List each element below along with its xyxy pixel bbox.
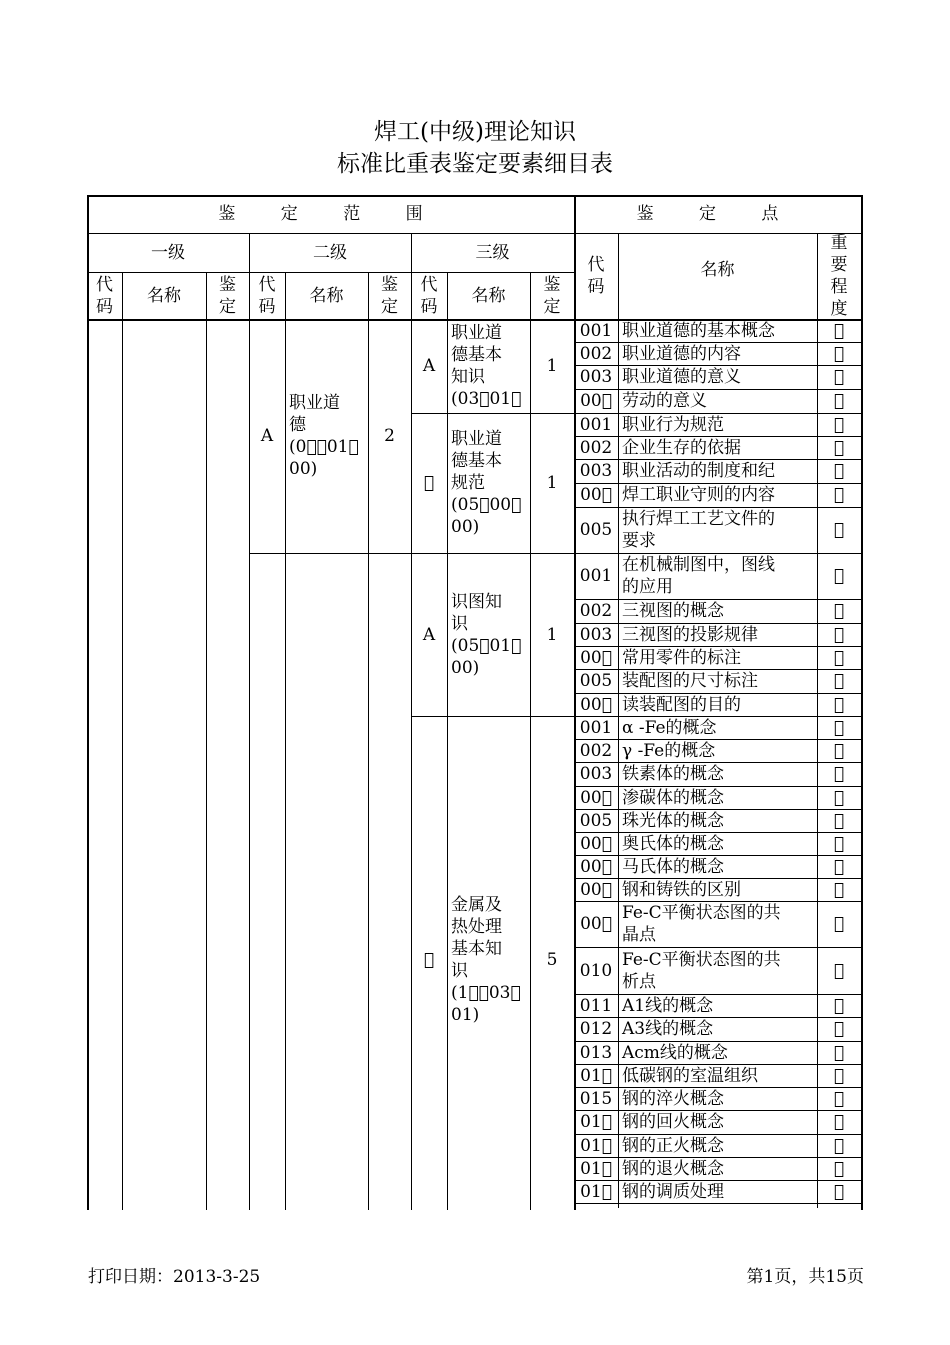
point-code: 005 xyxy=(579,520,613,540)
importance-mark:   xyxy=(833,671,845,691)
point-header: 鉴 定 点 xyxy=(636,204,799,224)
point-name: 读装配图的目的 xyxy=(622,694,741,715)
level3-row-line xyxy=(411,716,574,717)
level3-weight: 1 xyxy=(546,356,558,376)
importance-mark:   xyxy=(833,694,845,715)
importance-mark:   xyxy=(833,1019,845,1039)
point-code: 00  xyxy=(580,391,612,411)
point-name: 马氏体的概念 xyxy=(622,856,724,877)
point-code: 001 xyxy=(579,320,613,341)
importance-mark:   xyxy=(833,520,845,540)
point-code: 002 xyxy=(579,601,613,621)
importance-mark:   xyxy=(833,833,845,854)
importance-mark:   xyxy=(833,566,845,586)
point-name-header: 名称 xyxy=(700,260,735,280)
level3-code:   xyxy=(423,473,435,493)
importance-mark:   xyxy=(833,461,845,481)
importance-mark:   xyxy=(833,647,845,668)
point-name: 常用零件的标注 xyxy=(622,647,741,668)
point-name: 奥氏体的概念 xyxy=(622,833,724,854)
importance-header: 重 要 程 度 xyxy=(830,233,848,319)
point-name: α -Fe的概念 xyxy=(622,717,717,738)
point-name: 钢的回火概念 xyxy=(622,1112,724,1132)
point-name: 渗碳体的概念 xyxy=(622,787,724,808)
level3-weight: 1 xyxy=(546,624,558,645)
importance-mark:   xyxy=(833,764,845,784)
level3-row-line xyxy=(411,413,574,414)
point-code: 01  xyxy=(580,1065,612,1086)
point-name: 企业生存的依据 xyxy=(622,437,741,458)
importance-mark:   xyxy=(833,624,845,645)
header-vline xyxy=(249,233,250,272)
point-name: 钢的调质处理 xyxy=(622,1181,724,1202)
level3-weight: 5 xyxy=(546,949,558,970)
level3-name: 职业道 德基本 知识 (03 01  xyxy=(451,323,522,409)
level2-row-line xyxy=(249,553,411,554)
point-name: 执行焊工工艺文件的 要求 xyxy=(622,509,775,551)
point-code: 00  xyxy=(580,856,612,877)
level1-header: 一级 xyxy=(151,242,185,263)
importance-mark:   xyxy=(833,810,845,831)
importance-mark:   xyxy=(833,787,845,808)
point-code: 001 xyxy=(579,414,613,435)
point-code: 01  xyxy=(580,1158,612,1179)
point-name: 铁素体的概念 xyxy=(622,764,724,784)
column-vline xyxy=(122,272,123,1210)
importance-mark:   xyxy=(833,1135,845,1156)
point-name: 职业道德的意义 xyxy=(622,367,741,387)
importance-mark:   xyxy=(833,960,845,981)
code-subheader: 代 码 xyxy=(420,274,438,317)
point-name: 装配图的尺寸标注 xyxy=(622,671,758,691)
importance-mark:   xyxy=(833,717,845,738)
importance-mark:   xyxy=(833,740,845,761)
importance-mark:   xyxy=(833,879,845,900)
importance-mark:   xyxy=(833,1065,845,1086)
point-name: 三视图的概念 xyxy=(622,601,724,621)
table-left-border xyxy=(87,195,89,1210)
point-name: 钢和铸铁的区别 xyxy=(622,879,741,900)
scope-header: 鉴 定 范 围 xyxy=(218,204,443,224)
level3-row-line xyxy=(411,553,574,554)
importance-mark:   xyxy=(833,391,845,411)
point-code: 00  xyxy=(580,694,612,715)
header-vline xyxy=(411,233,412,272)
level3-code: A xyxy=(422,356,436,376)
point-code: 00  xyxy=(580,833,612,854)
point-code: 01  xyxy=(580,1112,612,1132)
document-title: 焊工(中级)理论知识 xyxy=(374,119,576,145)
name-subheader: 名称 xyxy=(309,285,344,306)
importance-mark:   xyxy=(833,320,845,341)
point-code: 003 xyxy=(579,367,613,387)
point-code: 015 xyxy=(579,1088,613,1109)
importance-mark:   xyxy=(833,367,845,387)
column-vline xyxy=(206,272,207,1210)
point-row-line xyxy=(574,1203,861,1204)
importance-mark:   xyxy=(833,856,845,877)
point-code: 01  xyxy=(580,1181,612,1202)
weight-subheader: 鉴 定 xyxy=(543,274,561,317)
point-code: 00  xyxy=(580,914,612,934)
point-code-header: 代 码 xyxy=(587,255,605,297)
point-left-border xyxy=(574,319,575,1203)
point-name: A3线的概念 xyxy=(622,1019,714,1039)
point-name: Acm线的概念 xyxy=(622,1042,728,1063)
point-name: γ -Fe的概念 xyxy=(622,740,716,761)
table-right-border xyxy=(861,195,863,1210)
importance-mark:   xyxy=(833,1181,845,1202)
point-code: 002 xyxy=(579,343,613,364)
point-name: 钢的淬火概念 xyxy=(622,1088,724,1109)
point-code: 003 xyxy=(579,461,613,481)
level2-weight: 2 xyxy=(384,426,395,446)
level3-code:   xyxy=(423,949,435,970)
point-code: 011 xyxy=(579,995,613,1016)
point-name: 在机械制图中，图线 的应用 xyxy=(622,555,775,597)
point-code: 00  xyxy=(580,647,612,668)
point-name: 职业道德的基本概念 xyxy=(622,320,775,341)
importance-mark:   xyxy=(833,1112,845,1132)
importance-mark:   xyxy=(833,1158,845,1179)
point-code: 00  xyxy=(580,485,612,505)
point-code: 005 xyxy=(579,810,613,831)
code-subheader: 代 码 xyxy=(258,274,276,317)
level2-header: 二级 xyxy=(313,242,347,263)
point-name: 三视图的投影规律 xyxy=(622,624,758,645)
importance-mark:   xyxy=(833,914,845,934)
page-info: 第1页，共15页 xyxy=(746,1267,864,1287)
point-code: 001 xyxy=(579,717,613,738)
point-code: 003 xyxy=(579,764,613,784)
level3-name: 识图知 识 (05 01  00) xyxy=(451,591,522,678)
point-name: 劳动的意义 xyxy=(622,391,707,411)
weight-subheader: 鉴 定 xyxy=(219,274,236,317)
importance-mark:   xyxy=(833,1088,845,1109)
point-name: 职业道德的内容 xyxy=(622,343,741,364)
importance-mark:   xyxy=(833,343,845,364)
point-code: 01  xyxy=(580,1135,612,1156)
point-name: 钢的正火概念 xyxy=(622,1135,724,1156)
point-code: 005 xyxy=(579,671,613,691)
code-subheader: 代 码 xyxy=(96,274,113,317)
importance-mark:   xyxy=(833,601,845,621)
point-name: A1线的概念 xyxy=(622,995,714,1016)
point-name: Fe-C平衡状态图的共 析点 xyxy=(622,949,781,992)
level3-code: A xyxy=(422,624,436,645)
level3-name: 职业道 德基本 规范 (05 00  00) xyxy=(451,429,522,537)
importance-mark:   xyxy=(833,1042,845,1063)
weight-subheader: 鉴 定 xyxy=(381,274,398,317)
level3-weight: 1 xyxy=(546,473,558,493)
level2-name: 职业道 德 (0  01  00) xyxy=(289,393,359,479)
point-name: 低碳钢的室温组织 xyxy=(622,1065,758,1086)
point-name: 职业活动的制度和纪 xyxy=(622,461,775,481)
point-name: 焊工职业守则的内容 xyxy=(622,485,775,505)
point-code: 003 xyxy=(579,624,613,645)
point-name: 职业行为规范 xyxy=(622,414,724,435)
level3-header: 三级 xyxy=(475,242,510,263)
point-code: 001 xyxy=(579,566,613,586)
name-subheader: 名称 xyxy=(471,285,506,306)
point-name: 珠光体的概念 xyxy=(622,810,724,831)
importance-mark:   xyxy=(833,485,845,505)
level3-name: 金属及 热处理 基本知 识 (1  03  01) xyxy=(451,894,521,1025)
document-subtitle: 标准比重表鉴定要素细目表 xyxy=(337,151,613,177)
print-date: 打印日期：2013-3-25 xyxy=(88,1267,261,1287)
importance-mark:   xyxy=(833,995,845,1016)
point-code: 00  xyxy=(580,787,612,808)
point-code: 013 xyxy=(579,1042,613,1063)
point-code: 00  xyxy=(580,879,612,900)
point-name: Fe-C平衡状态图的共 晶点 xyxy=(622,903,781,945)
importance-mark:   xyxy=(833,414,845,435)
importance-mark:   xyxy=(833,437,845,458)
point-name: 钢的退火概念 xyxy=(622,1158,724,1179)
point-code: 012 xyxy=(579,1019,613,1039)
point-code: 002 xyxy=(579,437,613,458)
point-code: 002 xyxy=(579,740,613,761)
point-code: 010 xyxy=(579,960,613,981)
level2-code: A xyxy=(260,426,274,446)
name-subheader: 名称 xyxy=(147,285,181,306)
